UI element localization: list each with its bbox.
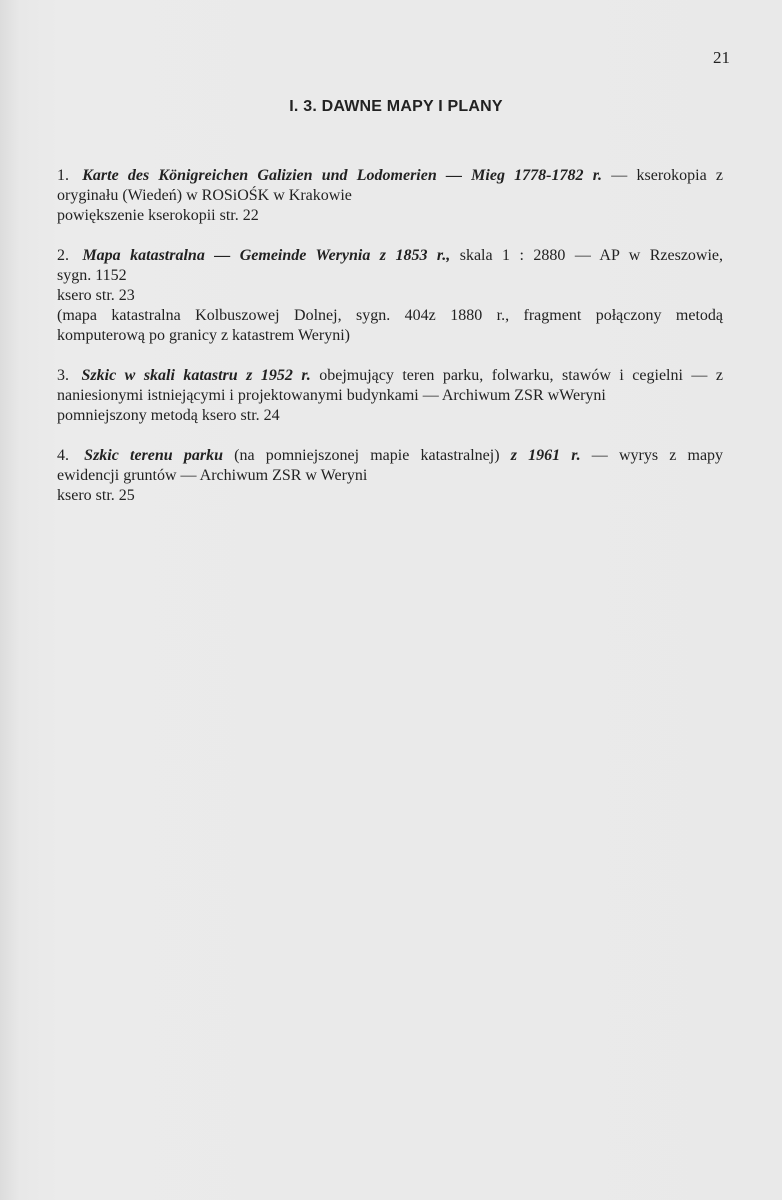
entry-line: sygn. 1152 <box>57 267 127 284</box>
entry-line: naniesionymi istniejącymi i projektowanymi budynkami — Archiwum ZSR wWeryni <box>57 387 606 404</box>
entry-line: powiększenie kserokopii str. 22 <box>57 207 259 224</box>
entry-line: (mapa katastralna Kolbuszowej Dolnej, sygn. 404z 1880 r., fragment połączony metodą <box>57 307 723 324</box>
entry-line: oryginału (Wiedeń) w ROSiOŚK w Krakowie <box>57 187 352 204</box>
entry-line: komputerową po granicy z katastrem Weryni) <box>57 327 350 344</box>
entry-text: — kserokopia z <box>611 167 724 184</box>
entry-title: Szkic w skali katastru z 1952 r. <box>81 367 311 384</box>
entry-text: — wyrys z mapy <box>591 447 724 464</box>
entry-line: ksero str. 25 <box>57 487 135 504</box>
entry-text: obejmujący teren parku, folwarku, stawów i cegielni — z <box>319 367 724 384</box>
entry-first-line <box>57 246 723 266</box>
list-item <box>57 166 723 226</box>
entry-title: Karte des Königreichen Galizien und Lodomerien — Mieg 1778-1782 r. <box>82 167 603 184</box>
entry-line: pomniejszony metodą ksero str. 24 <box>57 407 280 424</box>
entry-line: ksero str. 23 <box>57 287 135 304</box>
entry-first-line <box>57 446 723 466</box>
entry-first-line <box>57 166 723 186</box>
entry-text: skala 1 : 2880 — AP w Rzeszowie, <box>459 247 724 264</box>
list-item <box>57 246 723 346</box>
page-number: 21 <box>713 48 730 67</box>
entry-date: z 1961 r. <box>510 447 581 464</box>
map-list <box>57 166 723 526</box>
entry-title: Szkic terenu parku <box>84 447 223 464</box>
entry-number: 1. <box>57 167 69 184</box>
entry-number: 4. <box>57 447 69 464</box>
section-heading: I. 3. DAWNE MAPY I PLANY <box>289 98 503 115</box>
entry-first-line <box>57 366 723 386</box>
entry-number: 3. <box>57 367 69 384</box>
entry-title: Mapa katastralna — Gemeinde Werynia z 1853 r., <box>82 247 451 264</box>
list-item <box>57 446 723 506</box>
list-item <box>57 366 723 426</box>
entry-text: (na pomniejszonej mapie katastralnej) <box>234 447 500 464</box>
entry-number: 2. <box>57 247 69 264</box>
entry-line: ewidencji gruntów — Archiwum ZSR w Weryni <box>57 467 368 484</box>
